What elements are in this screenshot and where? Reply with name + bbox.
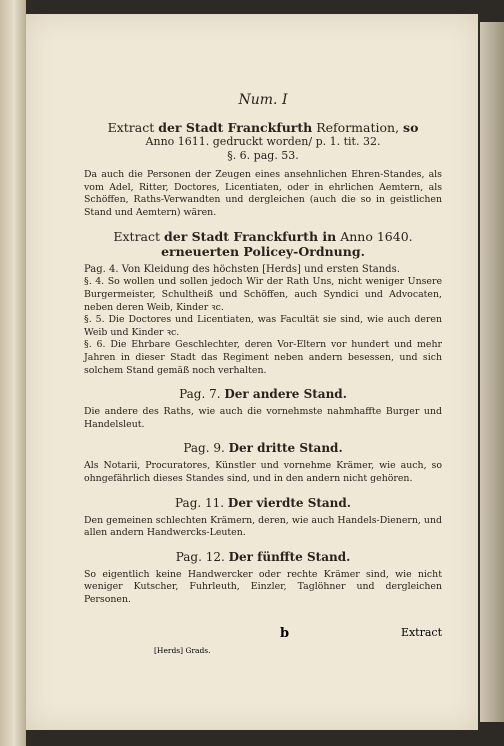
main-title-line3: §. 6. pag. 53. [227, 149, 299, 162]
title-so: so [403, 120, 419, 135]
stand-heading-2 [84, 387, 442, 402]
stand-heading-5 [84, 550, 442, 565]
next-page-edge [480, 22, 504, 722]
second-title-main: der Stadt Franckfurth in [164, 229, 337, 245]
second-title-year: Anno 1640. [340, 229, 413, 245]
page-text [84, 92, 442, 606]
stand-title: Der vierdte Stand. [227, 495, 351, 510]
stand-text-5: So eigentlich keine Handwercker oder rechte Krämer sind, wie nicht weniger Kutscher, Fuhrleuth, Einzler, Taglöhner und dergleichen Personen. [84, 568, 442, 605]
stand-text-2: Die andere des Raths, wie auch die vornehmste nahmhaffte Burger und Handelsleut. [84, 406, 442, 430]
section-pag4: Pag. 4. Von Kleidung des höchsten [Herds] und ersten Stands. [84, 264, 400, 276]
title-extract: Extract [107, 120, 155, 135]
page-number: Num. I [238, 92, 288, 108]
footnote: [Herds] Grads. [154, 646, 211, 655]
catchword: Extract [400, 626, 442, 639]
second-title-extract: Extract [113, 229, 161, 245]
second-title-line2: erneuerten Policey-Ordnung. [161, 244, 365, 260]
title-main: der Stadt Franckfurth [158, 120, 313, 135]
second-title-line1 [84, 229, 442, 244]
stand-text-4: Den gemeinen schlechten Krämern, deren, wie auch Handels-Dienern, und allen andern Handwercks-Leuten. [84, 514, 442, 539]
stand-pag: Pag. 7. [179, 387, 221, 402]
section-p6: §. 6. Die Ehrbare Geschlechter, deren Vor-Eltern vor hundert und mehr Jahren in dieser Stadt das Regiment neben andern besessen, und sich solchem Stand gemäß noch verhalten. [84, 339, 442, 376]
stand-title: Der fünffte Stand. [228, 549, 351, 564]
section-p4: §. 4. So wollen und sollen jedoch Wir der Rath Uns, nicht weniger Unsere Burgermeister, Schultheiß und Schöffen, auch Syndici und Advocaten, neben deren Weib, Kinder ꝛc. [84, 276, 442, 313]
stand-text-3: Als Notarii, Procuratores, Künstler und vornehme Krämer, wie auch, so ohngefährlich dieses Standes sind, und in den andern nicht gehören. [84, 460, 442, 484]
section-p5: §. 5. Die Doctores und Licentiaten, was Facultät sie sind, wie auch deren Weib und Kinder ꝛc. [84, 314, 442, 338]
document-page [26, 14, 478, 730]
intro-paragraph: Da auch die Personen der Zeugen eines ansehnlichen Ehren-Standes, als vom Adel, Ritter, Doctores, Licentiaten, oder in ehrlichen Aemtern, als Schöffen, Raths-Verwandten und dergleichen (auch die so in geistlichen Stand und Aemtern) wären. [84, 169, 442, 218]
stand-title: Der andere Stand. [224, 387, 347, 402]
stand-heading-3 [84, 441, 442, 456]
stand-heading-4 [84, 496, 442, 511]
stand-title: Der dritte Stand. [228, 441, 343, 456]
main-title-line1 [84, 120, 442, 135]
signature-mark: b [280, 626, 290, 641]
stand-pag: Pag. 12. [175, 549, 225, 564]
main-title-line2: Anno 1611. gedruckt worden/ p. 1. tit. 32. [145, 135, 381, 148]
title-reformation: Reformation, [316, 120, 400, 135]
stand-pag: Pag. 11. [175, 495, 225, 510]
page-footer [84, 626, 442, 655]
stand-pag: Pag. 9. [183, 441, 225, 456]
book-spine [0, 0, 26, 746]
